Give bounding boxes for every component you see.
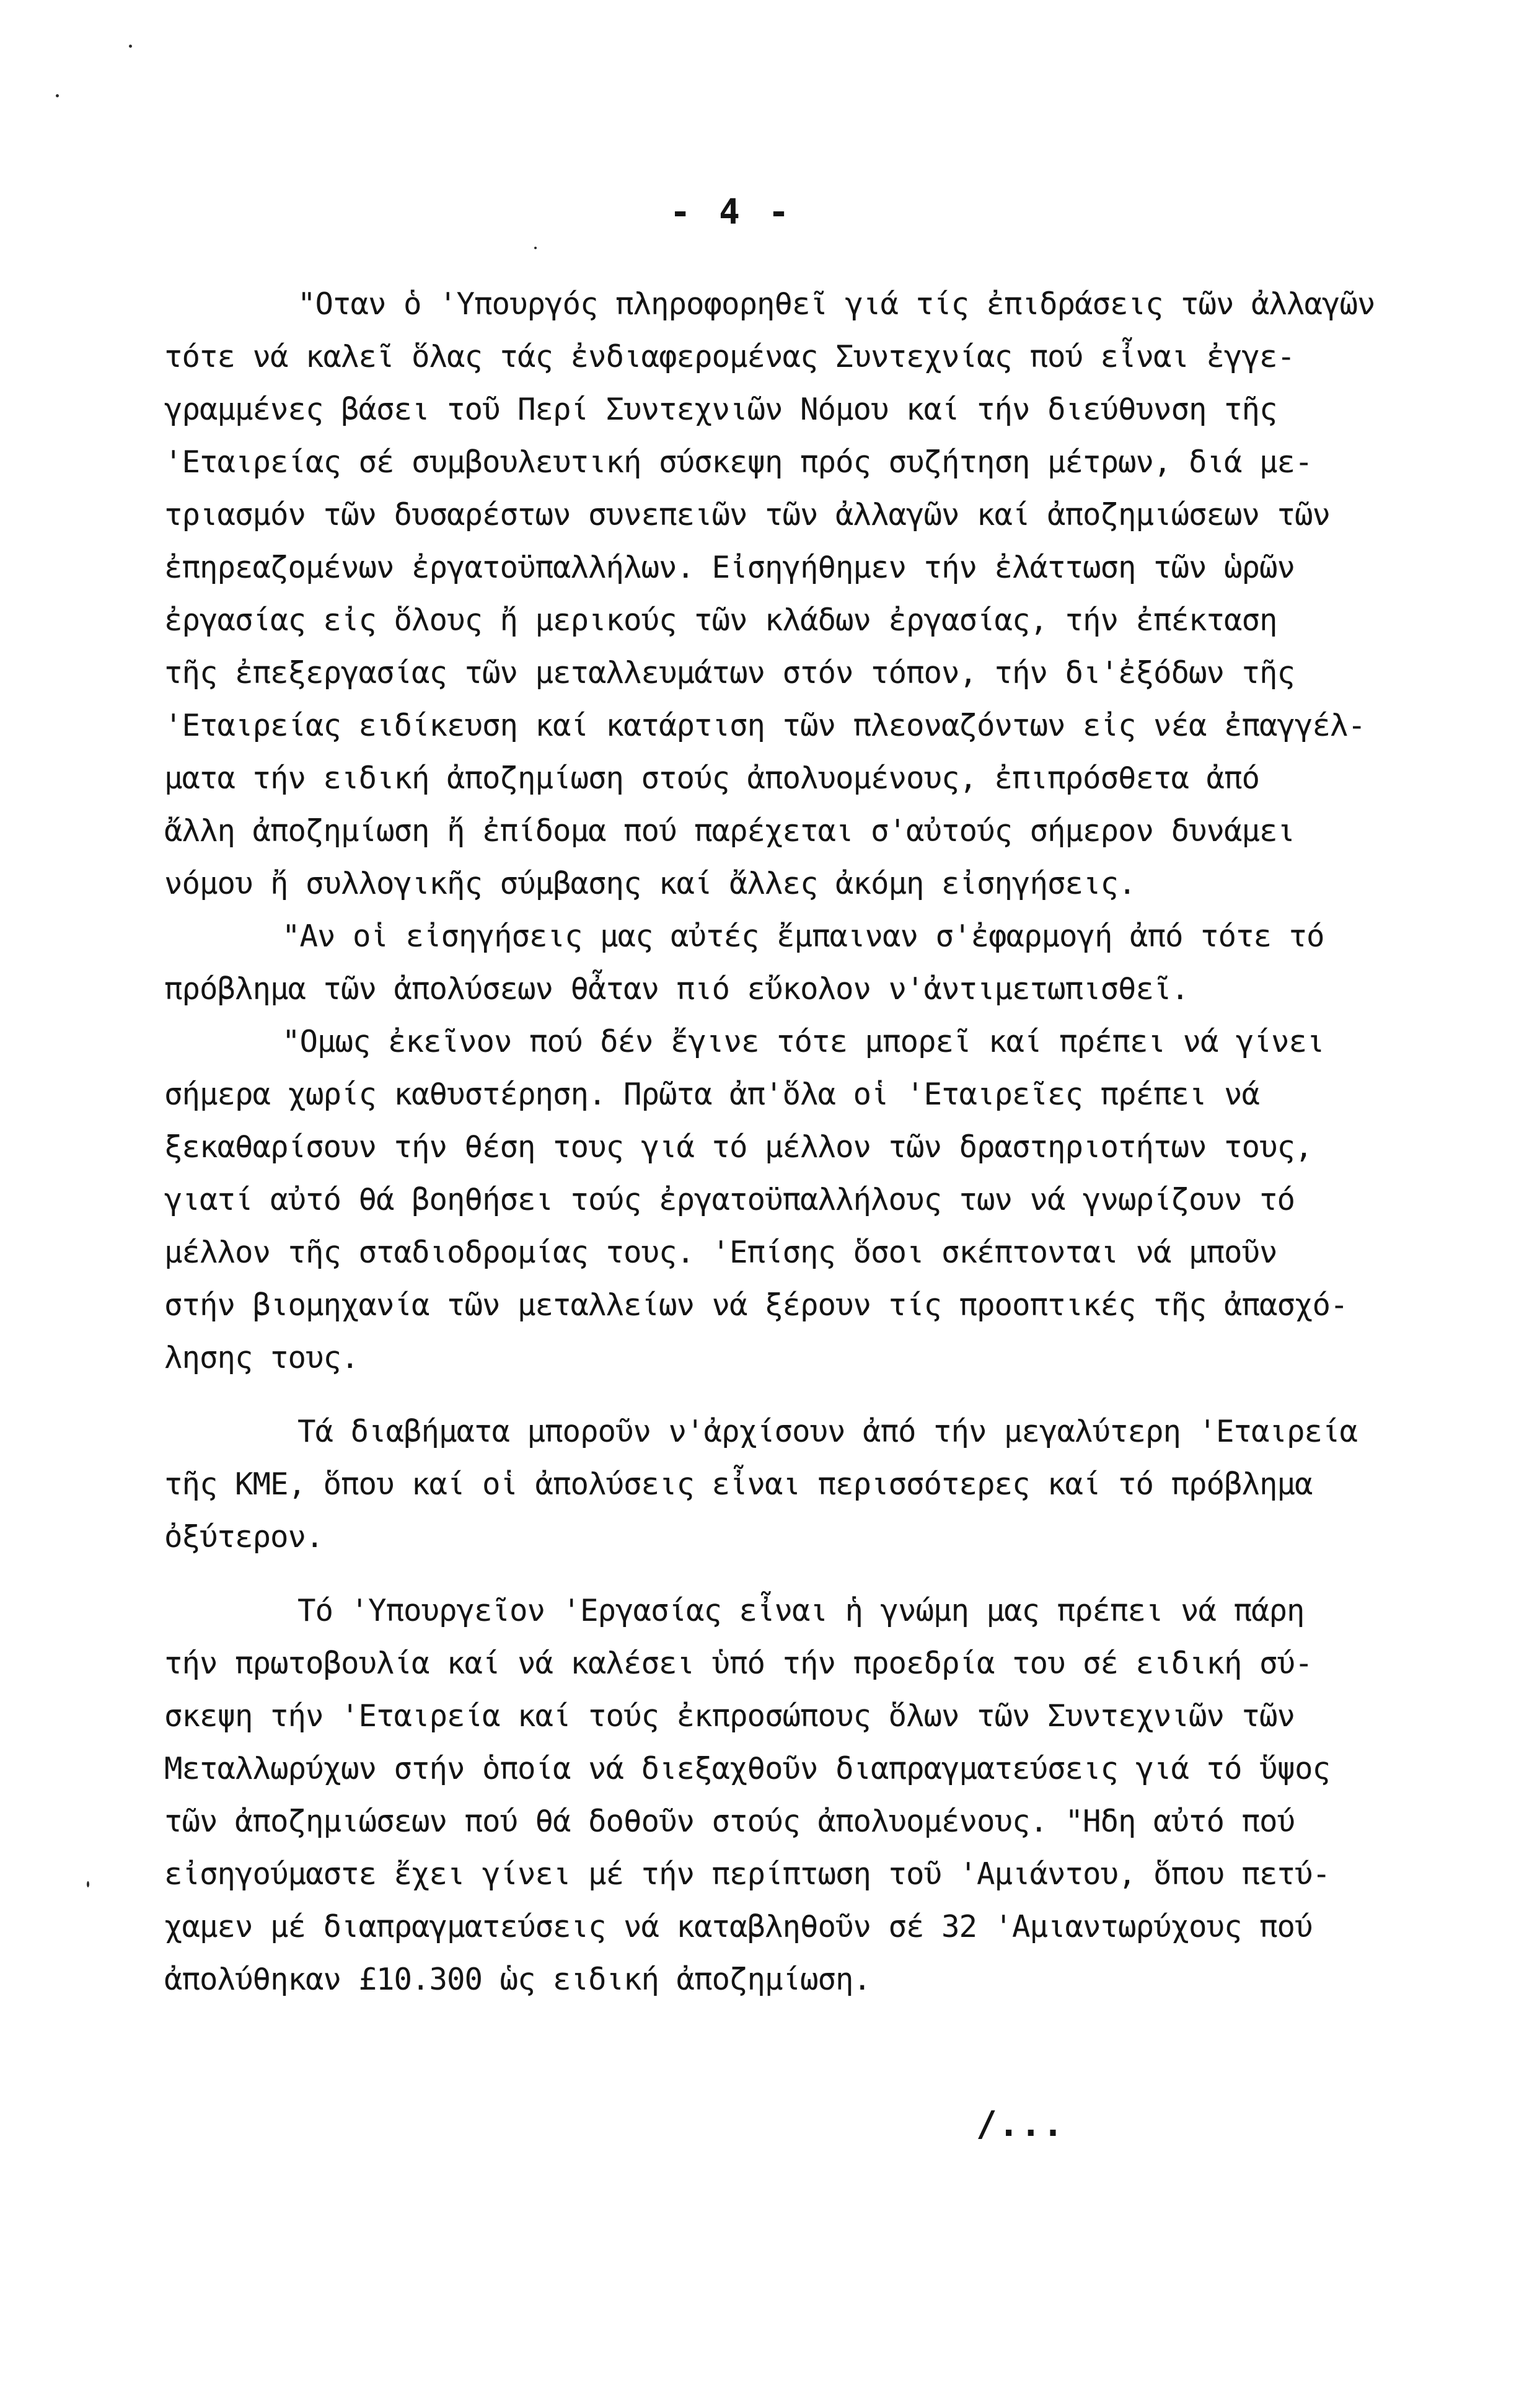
text-line: ματα τήν ειδική ἀποζημίωση στούς ἀπολυομένους, ἐπιπρόσθετα ἀπό xyxy=(164,761,1260,796)
text-line: Τά διαβήματα μποροῦν ν'ἀρχίσουν ἀπό τήν μεγαλύτερη 'Εταιρεία xyxy=(297,1414,1358,1449)
text-line: γραμμένες βάσει τοῦ Περί Συντεχνιῶν Νόμου καί τήν διεύθυνση τῆς xyxy=(164,392,1277,427)
text-line: σκεψη τήν 'Εταιρεία καί τούς ἐκπροσώπους ὅλων τῶν Συντεχνιῶν τῶν xyxy=(164,1698,1295,1734)
text-line: Τό 'Υπουργεῖον 'Εργασίας εἶναι ἡ γνώμη μας πρέπει νά πάρη xyxy=(297,1593,1305,1628)
text-line: ξεκαθαρίσουν τήν θέση τους γιά τό μέλλον τῶν δραστηριοτήτων τους, xyxy=(164,1129,1313,1165)
text-line: γιατί αὐτό θά βοηθήσει τούς ἐργατοϋπαλλήλους των νά γνωρίζουν τό xyxy=(164,1182,1295,1217)
text-line: ἀπολύθηκαν £10.300 ὡς ειδική ἀποζημίωση. xyxy=(164,1962,871,1997)
body-text xyxy=(164,278,1435,2006)
text-line: μέλλον τῆς σταδιοδρομίας τους. 'Επίσης ὅσοι σκέπτονται νά μποῦν xyxy=(164,1235,1277,1270)
text-line: "Ομως ἐκεῖνον πού δέν ἔγινε τότε μπορεῖ καί πρέπει νά γίνει xyxy=(282,1024,1324,1059)
text-line: 'Εταιρείας σέ συμβουλευτική σύσκεψη πρός συζήτηση μέτρων, διά με- xyxy=(164,444,1313,480)
text-line: ἐργασίας εἰς ὅλους ἤ μερικούς τῶν κλάδων ἐργασίας, τήν ἐπέκταση xyxy=(164,602,1277,638)
text-line: χαμεν μέ διαπραγματεύσεις νά καταβληθοῦν σέ 32 'Αμιαντωρύχους πού xyxy=(164,1909,1313,1944)
text-line: 'Εταιρείας ειδίκευση καί κατάρτιση τῶν πλεοναζόντων εἰς νέα ἐπαγγέλ- xyxy=(164,708,1366,743)
text-line: "Αν οἱ εἰσηγήσεις μας αὐτές ἔμπαιναν σ'ἐφαρμογή ἀπό τότε τό xyxy=(282,919,1324,954)
scan-speck xyxy=(56,94,59,97)
text-line: πρόβλημα τῶν ἀπολύσεων θἆταν πιό εὔκολον ν'ἀντιμετωπισθεῖ. xyxy=(164,971,1189,1007)
text-line: τῶν ἀποζημιώσεων πού θά δοθοῦν στούς ἀπολυομένους. "Ηδη αὐτό πού xyxy=(164,1804,1295,1839)
text-line: εἰσηγούμαστε ἔχει γίνει μέ τήν περίπτωση τοῦ 'Αμιάντου, ὅπου πετύ- xyxy=(164,1856,1331,1892)
page-number: - 4 - xyxy=(669,192,793,232)
text-line: λησης τους. xyxy=(164,1340,359,1375)
text-line: τότε νά καλεῖ ὅλας τάς ἐνδιαφερομένας Συντεχνίας πού εἶναι ἐγγε- xyxy=(164,339,1295,374)
text-line: ὀξύτερον. xyxy=(164,1519,324,1555)
scan-speck xyxy=(129,45,132,48)
paragraph-gap xyxy=(164,1563,1435,1584)
text-line: νόμου ἤ συλλογικῆς σύμβασης καί ἄλλες ἀκόμη εἰσηγήσεις. xyxy=(164,866,1136,901)
text-line: στήν βιομηχανία τῶν μεταλλείων νά ξέρουν τίς προοπτικές τῆς ἀπασχό- xyxy=(164,1287,1348,1323)
text-line: τῆς ἐπεξεργασίας τῶν μεταλλευμάτων στόν τόπον, τήν δι'ἐξόδων τῆς xyxy=(164,655,1295,690)
text-line: ἄλλη ἀποζημίωση ἤ ἐπίδομα πού παρέχεται σ'αὐτούς σήμερον δυνάμει xyxy=(164,813,1295,849)
text-line: τῆς ΚΜΕ, ὅπου καί οἱ ἀπολύσεις εἶναι περισσότερες καί τό πρόβλημα xyxy=(164,1466,1313,1502)
text-line: "Οταν ὁ 'Υπουργός πληροφορηθεῖ γιά τίς ἐπιδράσεις τῶν ἀλλαγῶν xyxy=(297,286,1375,322)
scan-speck xyxy=(534,247,537,249)
text-line: σήμερα χωρίς καθυστέρηση. Πρῶτα ἀπ'ὅλα οἱ 'Εταιρεῖες πρέπει νά xyxy=(164,1077,1260,1112)
continuation-mark: /... xyxy=(976,2104,1065,2145)
text-line: Μεταλλωρύχων στήν ὁποία νά διεξαχθοῦν διαπραγματεύσεις γιά τό ὕψος xyxy=(164,1751,1331,1786)
text-line: τριασμόν τῶν δυσαρέστων συνεπειῶν τῶν ἀλλαγῶν καί ἀποζημιώσεων τῶν xyxy=(164,497,1331,532)
paragraph-gap xyxy=(164,1384,1435,1405)
text-line: ἐπηρεαζομένων ἐργατοϋπαλλήλων. Εἰσηγήθημεν τήν ἐλάττωση τῶν ὡρῶν xyxy=(164,550,1295,585)
text-line: τήν πρωτοβουλία καί νά καλέσει ὑπό τήν προεδρία του σέ ειδική σύ- xyxy=(164,1646,1313,1681)
scan-speck xyxy=(87,1881,89,1887)
